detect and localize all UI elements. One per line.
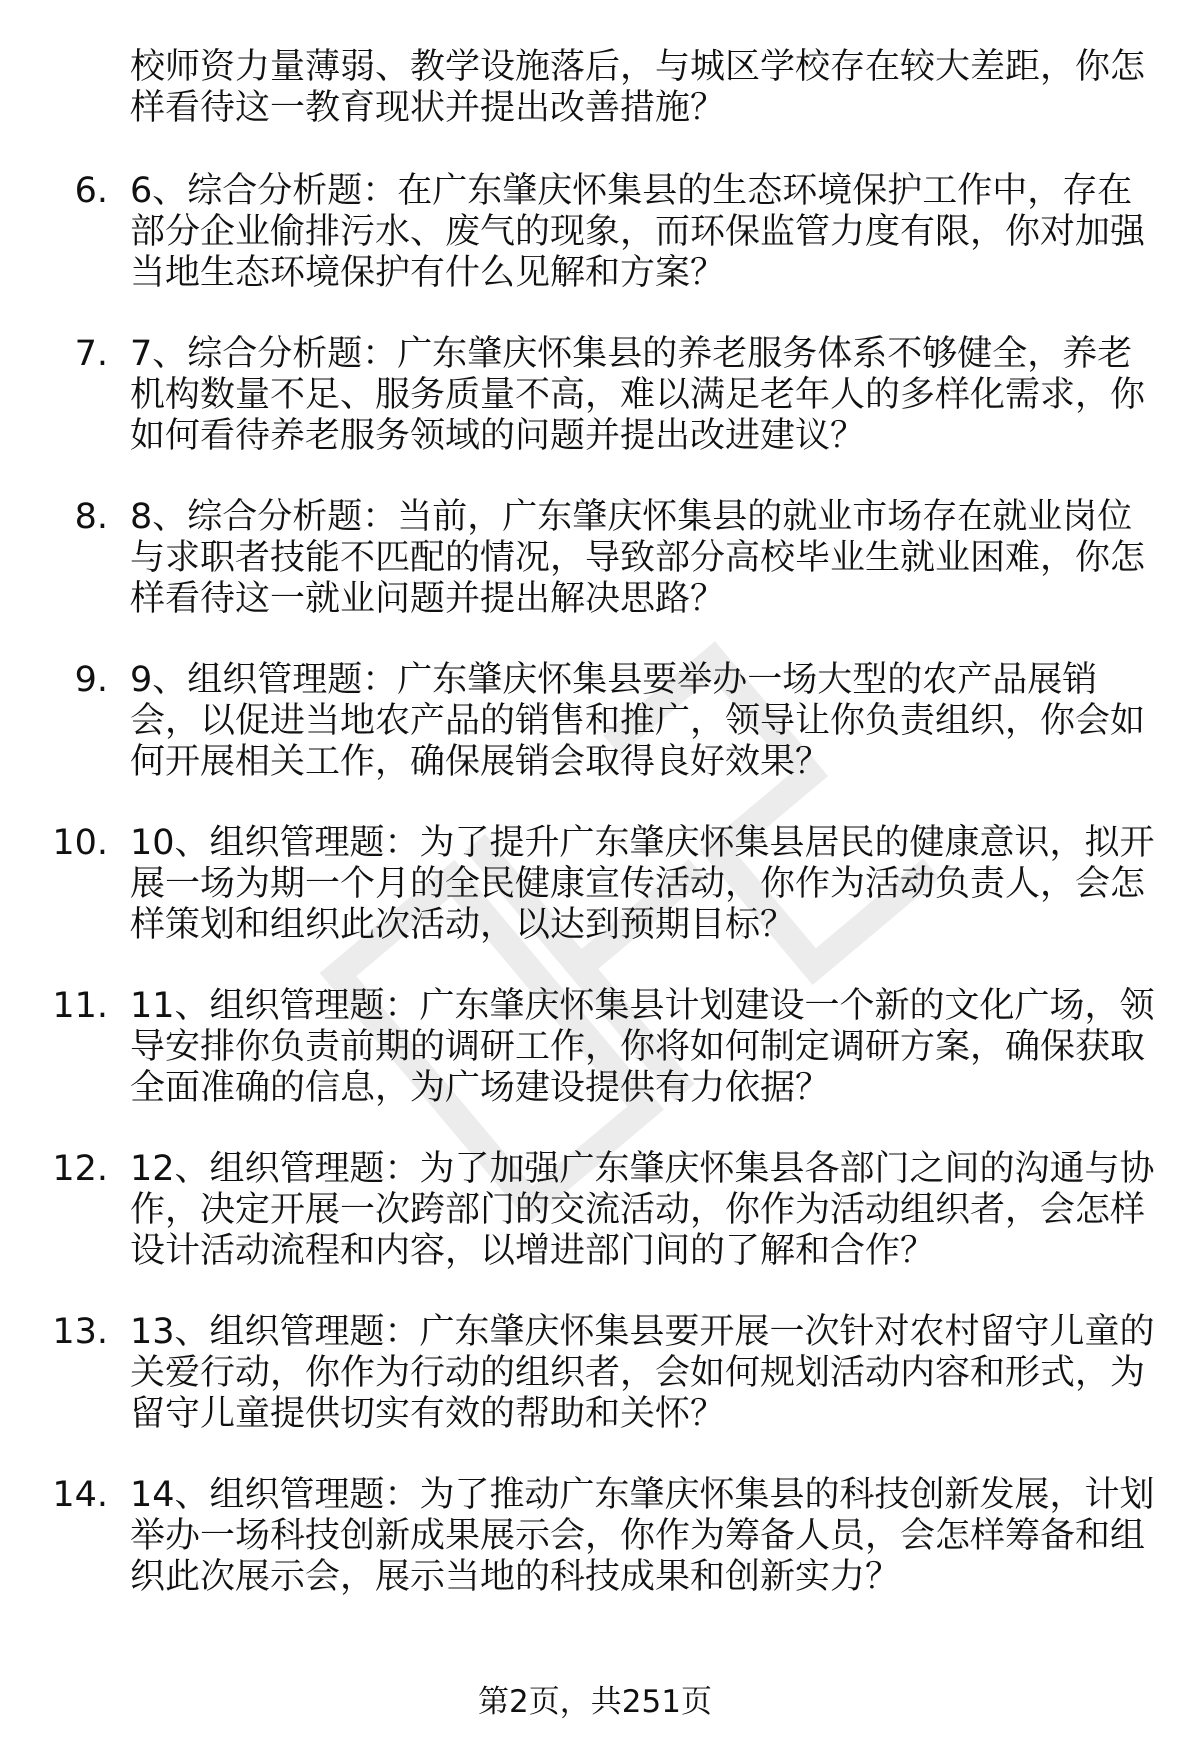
list-item-number: 12. <box>52 1149 108 1189</box>
list-item <box>0 1312 1160 1435</box>
list-item-text: 6、综合分析题：在广东肇庆怀集县的生态环境保护工作中，存在部分企业偷排污水、废气的现象，而环保监管力度有限，你对加强当地生态环境保护有什么见解和方案？ <box>130 171 1146 293</box>
list-item <box>0 1475 1160 1598</box>
list-item-continued <box>0 47 1160 129</box>
list-item <box>0 660 1160 783</box>
list-item-text: 12、组织管理题：为了加强广东肇庆怀集县各部门之间的沟通与协作，决定开展一次跨部门的交流活动，你作为活动组织者，会怎样设计活动流程和内容，以增进部门间的了解和合作？ <box>130 1149 1155 1271</box>
list-item-number: 11. <box>52 986 108 1026</box>
question-list <box>0 47 1190 1638</box>
list-item-text: 7、综合分析题：广东肇庆怀集县的养老服务体系不够健全，养老机构数量不足、服务质量不高，难以满足老年人的多样化需求，你如何看待养老服务领域的问题并提出改进建议？ <box>130 334 1146 456</box>
list-item-text: 13、组织管理题：广东肇庆怀集县要开展一次针对农村留守儿童的关爱行动，你作为行动的组织者，会如何规划活动内容和形式，为留守儿童提供切实有效的帮助和关怀？ <box>130 1312 1155 1434</box>
list-item-text: 10、组织管理题：为了提升广东肇庆怀集县居民的健康意识，拟开展一场为期一个月的全民健康宣传活动，你作为活动负责人，会怎样策划和组织此次活动，以达到预期目标？ <box>130 823 1155 945</box>
list-item-number: 10. <box>52 823 108 863</box>
page-number-footer: 第2页，共251页 <box>478 1684 712 1720</box>
list-item <box>0 497 1160 620</box>
list-item <box>0 823 1160 946</box>
list-item-number: 9. <box>74 660 108 700</box>
list-item-number: 6. <box>74 171 108 211</box>
list-item-text: 11、组织管理题：广东肇庆怀集县计划建设一个新的文化广场，领导安排你负责前期的调研工作，你将如何制定调研方案，确保获取全面准确的信息，为广场建设提供有力依据？ <box>130 986 1155 1108</box>
list-item-text: 8、综合分析题：当前，广东肇庆怀集县的就业市场存在就业岗位与求职者技能不匹配的情况，导致部分高校毕业生就业困难，你怎样看待这一就业问题并提出解决思路？ <box>130 497 1146 619</box>
list-item <box>0 334 1160 457</box>
list-item-number: 13. <box>52 1312 108 1352</box>
list-item <box>0 986 1160 1109</box>
list-item-number: 14. <box>52 1475 108 1515</box>
list-item-text: 14、组织管理题：为了推动广东肇庆怀集县的科技创新发展，计划举办一场科技创新成果展示会，你作为筹备人员，会怎样筹备和组织此次展示会，展示当地的科技成果和创新实力？ <box>130 1475 1155 1597</box>
list-item-text: 9、组织管理题：广东肇庆怀集县要举办一场大型的农产品展销会，以促进当地农产品的销售和推广，领导让你负责组织，你会如何开展相关工作，确保展销会取得良好效果？ <box>130 660 1146 782</box>
list-item <box>0 171 1160 294</box>
list-item-number: 8. <box>74 497 108 537</box>
list-item-text: 校师资力量薄弱、教学设施落后，与城区学校存在较大差距，你怎样看待这一教育现状并提出改善措施？ <box>130 47 1146 128</box>
list-item-number: 7. <box>74 334 108 374</box>
list-item <box>0 1149 1160 1272</box>
